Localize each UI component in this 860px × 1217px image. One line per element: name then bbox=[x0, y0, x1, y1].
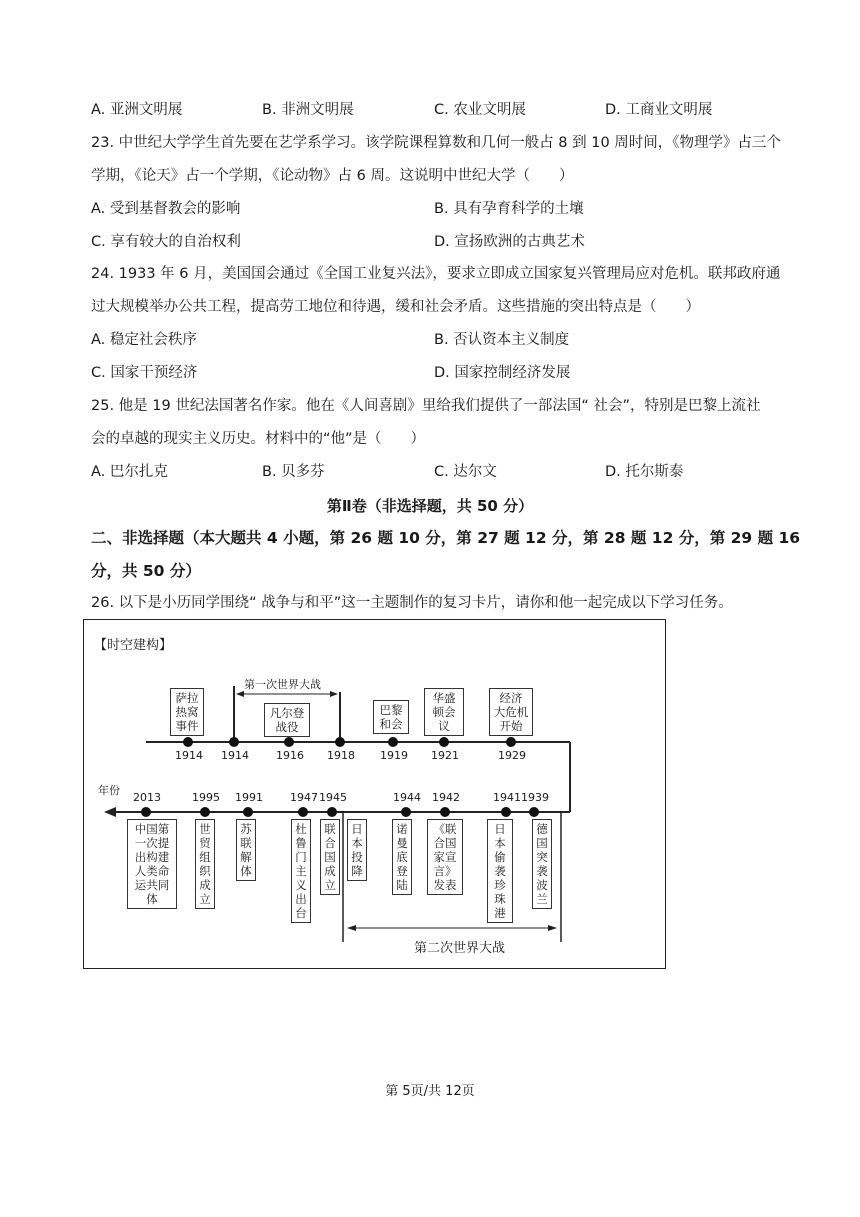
timeline-figure bbox=[83, 619, 666, 969]
bottom-event-box: 苏 联 解 体 bbox=[236, 819, 256, 881]
top-event-box: 凡尔登 战役 bbox=[264, 703, 310, 737]
bottom-event-dot bbox=[501, 807, 511, 817]
top-event-year: 1929 bbox=[498, 749, 526, 762]
q25-option-a: A. 巴尔扎克 bbox=[91, 464, 168, 480]
q23-stem-line2: 学期，《论天》占一个学期，《论动物》占 6 周。这说明中世纪大学（ ） bbox=[91, 168, 574, 184]
q24-option-d: D. 国家控制经济发展 bbox=[434, 365, 571, 381]
q25-stem-line1: 25. 他是 19 世纪法国著名作家。他在《人间喜剧》里给我们提供了一部法国“ 社会”，特别是巴黎上流社 bbox=[91, 398, 761, 414]
bottom-event-year: 1995 bbox=[192, 791, 220, 804]
bottom-event-year: 1944 bbox=[393, 791, 421, 804]
bottom-event-dot bbox=[327, 807, 337, 817]
q24-stem-line2: 过大规模举办公共工程，提高劳工地位和待遇，缓和社会矛盾。这些措施的突出特点是（ ） bbox=[91, 299, 700, 315]
top-event-box: 经济 大危机 开始 bbox=[489, 688, 533, 736]
top-event-box: 萨拉 热窝 事件 bbox=[170, 688, 204, 736]
bottom-event-box: 联 合 国 成 立 bbox=[320, 819, 340, 895]
bottom-event-year: 1991 bbox=[235, 791, 263, 804]
top-event-year: 1914 bbox=[221, 749, 249, 762]
bottom-event-box: 诺 曼 底 登 陆 bbox=[392, 819, 412, 895]
q25-option-b: B. 贝多芬 bbox=[262, 464, 325, 480]
ww1-label: 第一次世界大战 bbox=[244, 678, 321, 691]
q25-stem-line2: 会的卓越的现实主义历史。材料中的“他”是（ ） bbox=[91, 431, 426, 447]
timeline-lines bbox=[84, 620, 667, 970]
axis-arrowhead bbox=[104, 807, 116, 817]
bottom-event-box: 杜 鲁 门 主 义 出 台 bbox=[291, 819, 311, 923]
q23-option-c: C. 享有较大的自治权利 bbox=[91, 234, 241, 250]
bottom-event-box: 日 本 投 降 bbox=[347, 819, 367, 881]
bottom-event-dot bbox=[141, 807, 151, 817]
q25-option-d: D. 托尔斯泰 bbox=[605, 464, 684, 480]
top-event-year: 1919 bbox=[380, 749, 408, 762]
q22-option-b: B. 非洲文明展 bbox=[262, 102, 354, 118]
page-footer: 第 5页/共 12页 bbox=[385, 1084, 475, 1099]
bottom-event-dot bbox=[401, 807, 411, 817]
q24-option-b: B. 否认资本主义制度 bbox=[434, 332, 570, 348]
top-event-dot bbox=[229, 737, 239, 747]
q22-option-d: D. 工商业文明展 bbox=[605, 102, 713, 118]
bottom-event-year: 1947 bbox=[290, 791, 318, 804]
bottom-event-dot bbox=[298, 807, 308, 817]
top-event-box: 华盛 顿会 议 bbox=[424, 688, 464, 736]
top-event-year: 1914 bbox=[175, 749, 203, 762]
top-event-dot bbox=[506, 737, 516, 747]
ww1-arrow-right bbox=[330, 691, 338, 697]
bottom-event-box: 世 贸 组 织 成 立 bbox=[195, 819, 215, 909]
axis-label: 年份 bbox=[98, 784, 120, 797]
top-event-dot bbox=[439, 737, 449, 747]
section2-header-line2: 分，共 50 分） bbox=[91, 562, 201, 580]
q24-option-c: C. 国家干预经济 bbox=[91, 365, 198, 381]
top-event-year: 1916 bbox=[276, 749, 304, 762]
q23-option-b: B. 具有孕育科学的土壤 bbox=[434, 201, 584, 217]
timeline-heading: 【时空建构】 bbox=[94, 638, 173, 653]
section2-header-line1: 二、非选择题（本大题共 4 小题，第 26 题 10 分，第 27 题 12 分，第 28 题 12 分，第 29 题 16 bbox=[91, 529, 801, 547]
q26-stem: 26. 以下是小历同学围绕“ 战争与和平”这一主题制作的复习卡片，请你和他一起完成以下学习任务。 bbox=[91, 595, 733, 611]
bottom-event-box: 中国第 一次提 出构建 人类命 运共同 体 bbox=[127, 819, 177, 909]
q24-option-a: A. 稳定社会秩序 bbox=[91, 332, 197, 348]
ww2-label: 第二次世界大战 bbox=[414, 941, 506, 956]
top-event-year: 1921 bbox=[431, 749, 459, 762]
bottom-event-dot bbox=[243, 807, 253, 817]
bottom-event-year: 1941 bbox=[493, 791, 521, 804]
top-event-dot bbox=[388, 737, 398, 747]
q22-option-c: C. 农业文明展 bbox=[434, 102, 526, 118]
top-event-box: 巴黎 和会 bbox=[373, 700, 409, 734]
top-event-year: 1918 bbox=[327, 749, 355, 762]
q23-option-a: A. 受到基督教会的影响 bbox=[91, 201, 241, 217]
q23-option-d: D. 宣扬欧洲的古典艺术 bbox=[434, 234, 585, 250]
q24-stem-line1: 24. 1933 年 6 月，美国国会通过《全国工业复兴法》，要求立即成立国家复兴管理局应对危机。联邦政府通 bbox=[91, 266, 781, 282]
bottom-event-dot bbox=[200, 807, 210, 817]
bottom-event-year: 1945 bbox=[319, 791, 347, 804]
bottom-event-year: 1942 bbox=[432, 791, 460, 804]
ww1-arrow-left bbox=[236, 691, 244, 697]
q25-option-c: C. 达尔文 bbox=[434, 464, 497, 480]
bottom-event-box: 《联 合国 家宣 言》 发表 bbox=[427, 819, 463, 895]
ww2-arrow-left bbox=[347, 925, 356, 931]
ww2-arrow-right bbox=[548, 925, 557, 931]
bottom-event-year: 1939 bbox=[521, 791, 549, 804]
top-event-dot bbox=[284, 737, 294, 747]
q22-option-a: A. 亚洲文明展 bbox=[91, 102, 183, 118]
bottom-event-year: 2013 bbox=[133, 791, 161, 804]
q23-stem-line1: 23. 中世纪大学学生首先要在艺学系学习。该学院课程算数和几何一般占 8 到 10 周时间，《物理学》占三个 bbox=[91, 135, 782, 151]
section-title: 第Ⅱ卷（非选择题，共 50 分） bbox=[326, 497, 534, 515]
top-event-dot bbox=[335, 737, 345, 747]
bottom-event-box: 德 国 突 袭 波 兰 bbox=[532, 819, 552, 909]
bottom-event-dot bbox=[440, 807, 450, 817]
bottom-event-dot bbox=[529, 807, 539, 817]
bottom-event-box: 日 本 偷 袭 珍 珠 港 bbox=[487, 819, 513, 923]
top-event-dot bbox=[183, 737, 193, 747]
